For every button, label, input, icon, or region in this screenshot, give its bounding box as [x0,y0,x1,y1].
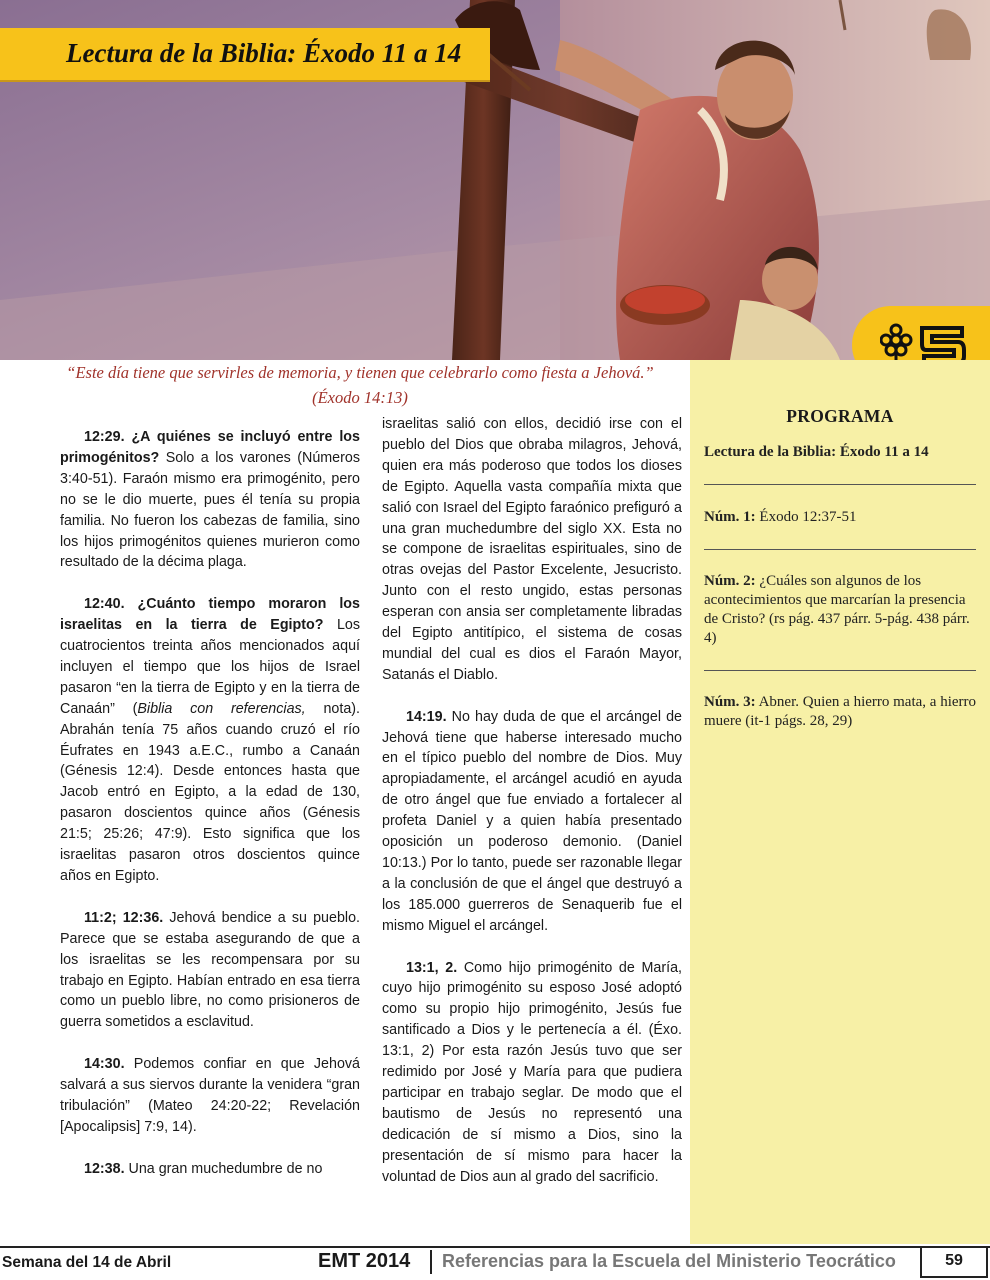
program-item-3 [704,693,976,731]
question: ¿A quiénes se incluyó entre los primogénitos? [60,429,360,466]
footer-separator [430,1250,432,1274]
verse-reference: 12:40. [84,596,125,613]
divider [704,484,976,485]
paragraph-body: Los cuatrocientos treinta años mencionados aquí incluyen el tiempo que los hijos de Israel pasaron “en la tierra de Egipto y en la tierra de Canaán” ( [60,617,360,717]
paragraph [382,707,682,937]
paragraph-body: Como hijo primogénito de María, cuyo hijo primogénito su esposo José adoptó como su propio hijo primogénito, Jesús fue santificado a Dios y le pertenecía a él. (Éxo. 13:1, 2) Por esta razón Jesús tuvo que ser redimido por José y María para que pudiera participar en trabajo seglar. De modo que el bautismo de Jesús no representó una dedicación de sí mismo a Dios, sino la presentación de sí mismo para hacer la voluntad de Dios aun al grado del sacrificio. [382,959,683,1185]
program-sidebar [690,360,990,1244]
footer-publication: EMT 2014 [318,1250,411,1272]
paragraph-body: Podemos confiar en que Jehová salvará a sus siervos durante la venidera “gran tribulación” (Mateo 24:20-22; Revelación [Apocalipsis] 7:9, 14). [60,1056,360,1135]
program-reading-label: Lectura de la Biblia: Éxodo 11 a 14 [704,444,929,460]
program-item-label: Núm. 3: [704,694,756,710]
verse-reference: 12:29. [84,429,125,445]
italic-reference: Biblia con referencias, [137,700,306,717]
program-heading: PROGRAMA [786,406,894,426]
paragraph [60,1054,360,1138]
question: ¿Cuánto tiempo moraron los israelitas en la tierra de Egipto? [60,596,360,634]
paragraph-body-continued: nota). Abrahán tenía 75 años cuando cruzó el río Éufrates en 1943 a.E.C., rumbo a Canaán (Génesis 12:4). Desde entonces hasta que Jacob entró en Egipto, a la edad de 130, pasaron doscientos quince años (Génesis 21:5; 25:26; 47:9). Esto significa que los israelitas pasaron otros doscientos quince años en Egipto. [60,700,361,885]
quote-citation: (Éxodo 14:13) [312,388,408,407]
paragraph-body: israelitas salió con ellos, decidió irse con el pueblo del Dios que obraba milagros, Jehová, quien era más poderoso que todos los dioses de Egipto. Aquella vasta compañía mixta que salió con Israel del Egipto faraónico prefiguró a una gran muchedumbre del siglo XX. Esta no se compone de israelitas espirituales, sino de otras ovejas del Pastor Excelente, Jesucristo. Junto con el resto ungido, estas personas esperan con ansia ser completamente libradas del Egipto antitípico, el sistema de cosas mundial del cual es dios el Faraón Mayor, Satanás el Diablo. [382,416,682,683]
scripture-quote [40,360,680,410]
divider [704,670,976,671]
paragraph [60,1159,360,1180]
page-number-box [920,1248,988,1278]
page-number: 59 [945,1252,963,1269]
footer-rule [0,1246,990,1248]
paragraph [60,594,360,887]
paragraph-body: Una gran muchedumbre de no [124,1160,323,1177]
verse-reference: 13:1, 2. [406,959,458,976]
quote-text: “Este día tiene que servirles de memoria, y tienen que celebrarlo como fiesta a Jehová.” [66,363,654,382]
article-column-2 [382,414,682,1208]
paragraph [60,427,360,573]
verse-reference: 14:30. [84,1056,125,1073]
program-item-text: Éxodo 12:37-51 [755,509,857,525]
program-item-2 [704,572,976,648]
program-reading [704,443,976,462]
program-item-1 [704,508,976,527]
verse-reference: 14:19. [406,708,447,725]
footer-reference: Referencias para la Escuela del Ministerio Teocrático [442,1251,896,1271]
page-title: Lectura de la Biblia: Éxodo 11 a 14 [66,38,462,68]
divider [704,549,976,550]
program-item-text: ¿Cuáles son algunos de los acontecimientos que marcarían la presencia de Cristo? (rs pág. 437 párr. 5-pág. 438 párr. 4) [704,573,970,646]
paragraph-body: Jehová bendice a su pueblo. Parece que se estaba asegurando de que a los israelitas se les recompensara por su trabajo en Egipto. Habían entrado en esa tierra como un pueblo libre, no como prisioneros de guerra sometidos a esclavitud. [60,909,360,1031]
article-column-1 [60,427,360,1200]
footer-week: Semana del 14 de Abril [2,1254,172,1271]
verse-reference: 11:2; 12:36. [84,909,164,926]
page-footer [0,1246,990,1280]
program-item-label: Núm. 2: [704,573,756,589]
paragraph [382,958,682,1188]
paragraph [382,414,682,686]
program-item-text: Abner. Quien a hierro mata, a hierro muere (it-1 págs. 28, 29) [704,694,977,729]
title-bar [0,28,490,82]
verse-reference: 12:38. [84,1160,125,1177]
paragraph-body: No hay duda de que el arcángel de Jehová tiene que haberse interesado mucho en el típico pueblo del nombre de Dios. Muy apropiadamente, el arcángel acudió en ayuda de otro ángel que fue enviado a fortalecer al profeta Daniel y a quien había presentado oposición un poderoso demonio. (Daniel 10:13.) Por lo tanto, puede ser razonable llegar a la conclusión de que el ángel que destruyó a los 185.000 guerreros de Senaquerib fue el mismo Miguel el arcángel. [382,708,682,934]
paragraph [60,908,360,1033]
paragraph-body: Solo a los varones (Números 3:40-51). Faraón mismo era primogénito, pero no se le dio muerte, pues él tenía su propia familia. No fueron los cabezas de familia, sino los hijos primogénitos quienes murieron como resultado de la décima plaga. [60,449,360,571]
program-item-label: Núm. 1: [704,509,756,525]
